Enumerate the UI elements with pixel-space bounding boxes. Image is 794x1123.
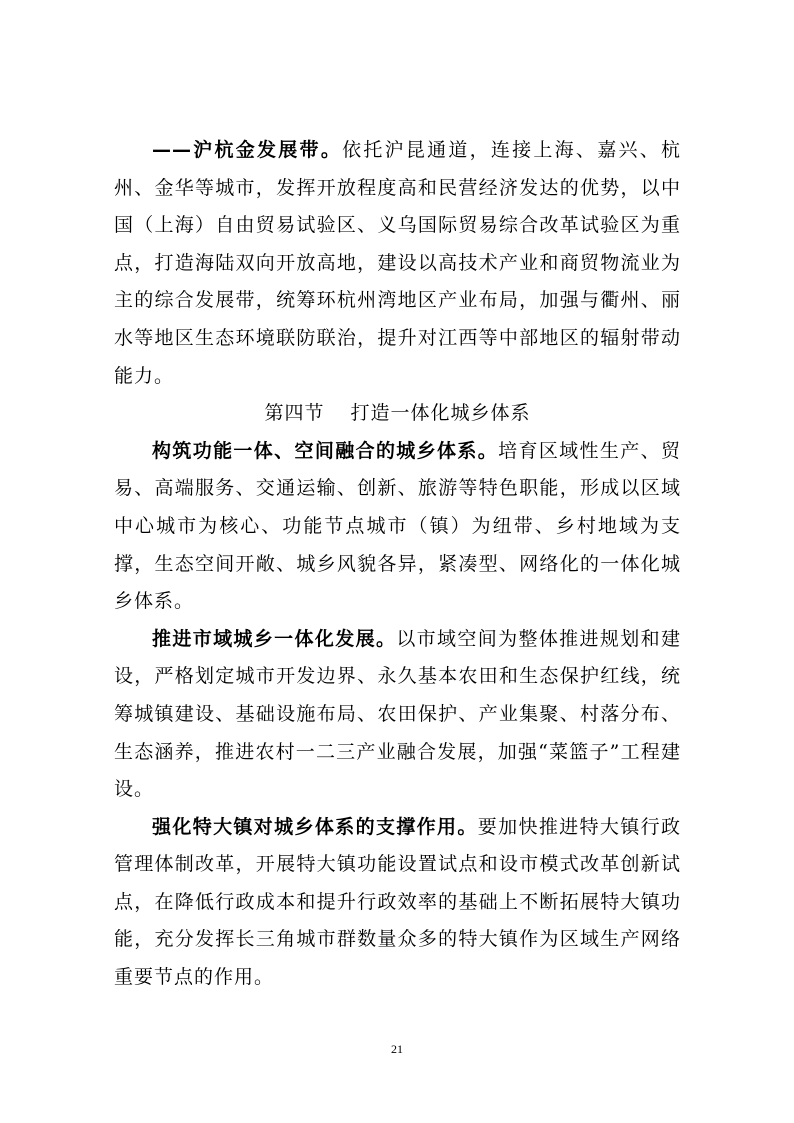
paragraph-text: 依托沪昆通道，连接上海、嘉兴、杭州、金华等城市，发挥开放程度高和民营经济发达的优势，以中国（上海）自由贸易试验区、义乌国际贸易综合改革试验区为重点，打造海陆双向开放高地，建设以高技术产业和商贸物流业为主的综合发展带，统筹环杭州湾地区产业布局，加强与衢州、丽水等地区生态环境联防联治，提升对江西等中部地区的辐射带动能力。: [114, 139, 681, 387]
paragraph-hujinjin-belt: [114, 132, 681, 395]
document-body: [114, 132, 681, 997]
section-title: 打造一体化城乡体系: [350, 402, 531, 425]
paragraph-text: 要加快推进特大镇行政管理体制改革，开展特大镇功能设置试点和设市模式改革创新试点，在降低行政成本和提升行政效率的基础上不断拓展特大镇功能，充分发挥长三角城市群数量众多的特大镇作为区域生产网络重要节点的作用。: [114, 815, 681, 989]
paragraph-lead: 推进市域城乡一体化发展。: [152, 627, 397, 650]
paragraph-text: 以市域空间为整体推进规划和建设，严格划定城市开发边界、永久基本农田和生态保护红线，统筹城镇建设、基础设施布局、农田保护、产业集聚、村落分布、生态涵养，推进农村一二三产业融合发展，加强“菜篮子”工程建设。: [114, 627, 681, 801]
paragraph-lead: 构筑功能一体、空间融合的城乡体系。: [152, 439, 499, 462]
section-heading: [114, 395, 681, 433]
paragraph-lead: ——沪杭金发展带。: [152, 139, 343, 161]
section-number: 第四节: [264, 402, 325, 425]
paragraph-urban-rural-system: [114, 433, 681, 621]
page-number: 21: [391, 1042, 403, 1056]
paragraph-text: 培育区域性生产、贸易、高端服务、交通运输、创新、旅游等特色职能，形成以区域中心城市为核心、功能节点城市（镇）为纽带、乡村地域为支撑，生态空间开敞、城乡风貌各异，紧凑型、网络化的一体化城乡体系。: [114, 439, 681, 613]
paragraph-lead: 强化特大镇对城乡体系的支撑作用。: [152, 815, 478, 838]
paragraph-mega-towns: [114, 809, 681, 997]
paragraph-city-rural-integration: [114, 621, 681, 809]
